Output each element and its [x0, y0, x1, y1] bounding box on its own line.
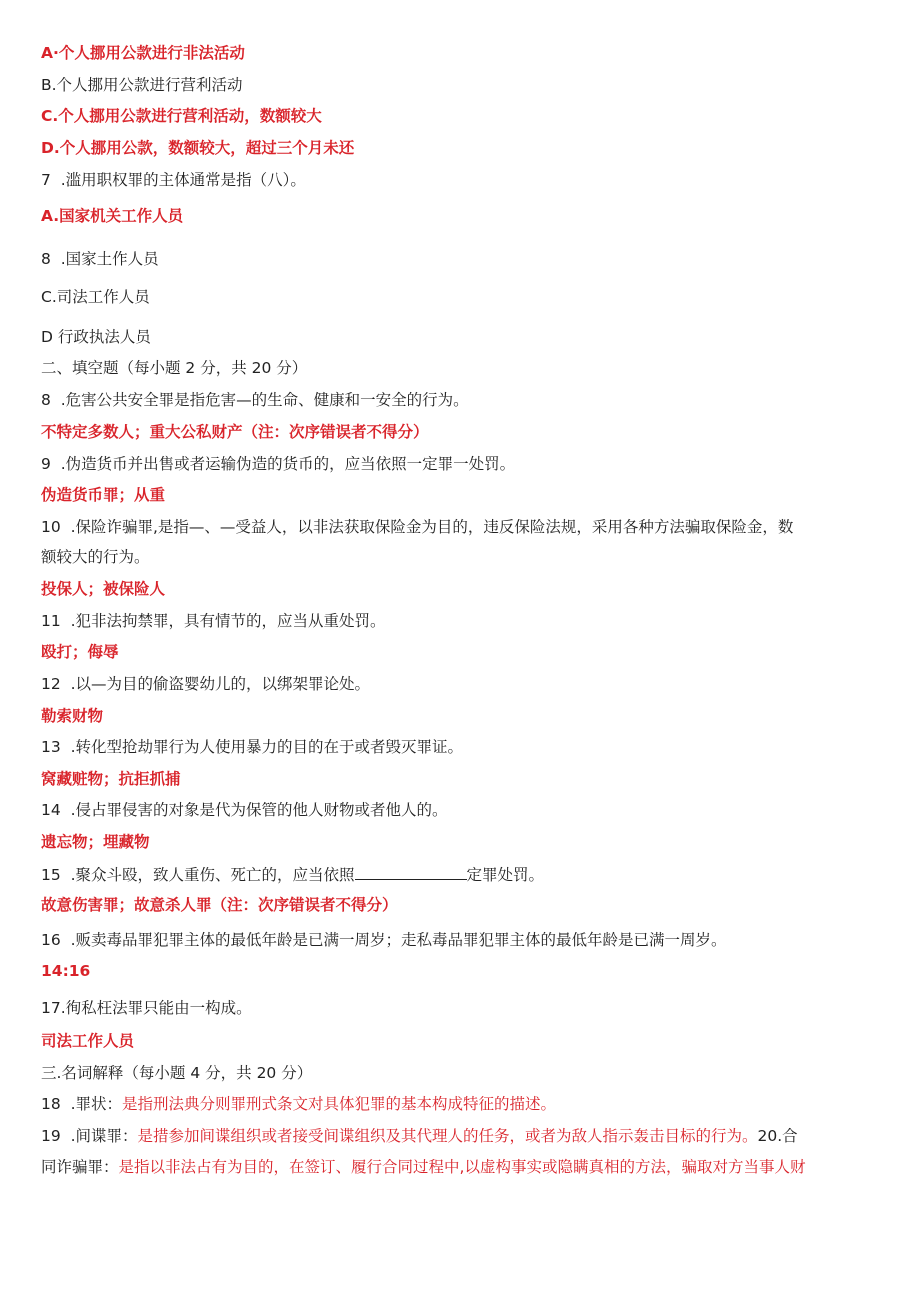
question-9: 9 .伪造货币并出售或者运输伪造的货币的，应当依照一定罪一处罚。 — [41, 455, 516, 473]
question-15 — [41, 863, 890, 886]
question-7: 7 .滥用职权罪的主体通常是指（八）。 — [41, 171, 306, 189]
option-d: D.个人挪用公款，数额较大，超过三个月未还 — [41, 139, 355, 157]
question-10-cont: 额较大的行为。 — [41, 548, 150, 566]
answer-13: 窝藏赃物；抗拒抓捕 — [41, 770, 181, 788]
section-heading-fill: 二、填空题（每小题 2 分，共 20 分） — [41, 359, 308, 377]
term-18 — [41, 1093, 890, 1115]
question-13: 13 .转化型抢劫罪行为人使用暴力的目的在于或者毁灭罪证。 — [41, 738, 464, 756]
answer-17: 司法工作人员 — [41, 1032, 135, 1050]
question-16: 16 .贩卖毒品罪犯罪主体的最低年龄是已满一周岁；走私毒品罪犯罪主体的最低年龄是已满一周岁。 — [41, 931, 727, 949]
question-12: 12 .以—为目的偷盗婴幼儿的，以绑架罪论处。 — [41, 675, 371, 693]
answer-11: 殴打；侮辱 — [41, 643, 119, 661]
answer-7: A.国家机关工作人员 — [41, 207, 184, 225]
term-18-definition: 是指刑法典分则罪刑式条文对具体犯罪的基本构成特征的描述。 — [122, 1095, 557, 1113]
option-a: A·个人挪用公款进行非法活动 — [41, 44, 245, 62]
option-b-line: 8 .国家土作人员 — [41, 250, 159, 268]
term-20-number: 20.合 — [757, 1127, 798, 1145]
term-20 — [41, 1156, 890, 1178]
question-10: 10 .保险诈骗罪,是指—、—受益人，以非法获取保险金为目的，违反保险法规，采用各种方法骗取保险金，数 — [41, 518, 794, 536]
option-d-line: D 行政执法人员 — [41, 328, 151, 346]
answer-16: 14:16 — [41, 962, 91, 980]
term-18-label: 18 .罪状： — [41, 1095, 123, 1113]
answer-15: 故意伤害罪；故意杀人罪（注：次序错误者不得分） — [41, 896, 398, 914]
term-19 — [41, 1125, 890, 1147]
section-heading-terms: 三.名词解释（每小题 4 分，共 20 分） — [41, 1064, 313, 1082]
fill-blank — [355, 863, 467, 880]
question-15-end: 定罪处罚。 — [466, 866, 545, 884]
question-8: 8 .危害公共安全罪是指危害—的生命、健康和一安全的行为。 — [41, 391, 469, 409]
answer-10: 投保人；被保险人 — [41, 580, 166, 598]
term-19-definition: 是措参加间谍组织或者接受间谍组织及其代理人的任务，或者为敌人指示轰击目标的行为。 — [137, 1127, 758, 1145]
question-15-text: 15 .聚众斗殴，致人重伤、死亡的，应当依照 — [41, 866, 355, 884]
question-14: 14 .侵占罪侵害的对象是代为保管的他人财物或者他人的。 — [41, 801, 448, 819]
answer-9: 伪造货币罪；从重 — [41, 486, 166, 504]
answer-8: 不特定多数人；重大公私财产（注：次序错误者不得分） — [41, 423, 429, 441]
term-20-definition: 是指以非法占有为目的，在签订、履行合同过程中,以虚构事实或隐瞒真相的方法，骗取对方当事人财 — [118, 1158, 806, 1176]
term-20-label: 同诈骗罪： — [41, 1158, 119, 1176]
option-b: B.个人挪用公款进行营利活动 — [41, 76, 243, 94]
option-c-line: C.司法工作人员 — [41, 288, 150, 306]
question-11: 11 .犯非法拘禁罪，具有情节的，应当从重处罚。 — [41, 612, 386, 630]
term-19-label: 19 .间谍罪： — [41, 1127, 138, 1145]
question-17: 17.徇私枉法罪只能由一构成。 — [41, 999, 252, 1017]
answer-12: 勒索财物 — [41, 707, 104, 725]
answer-14: 遗忘物；埋藏物 — [41, 833, 150, 851]
option-c: C.个人挪用公款进行营利活动，数额较大 — [41, 107, 322, 125]
